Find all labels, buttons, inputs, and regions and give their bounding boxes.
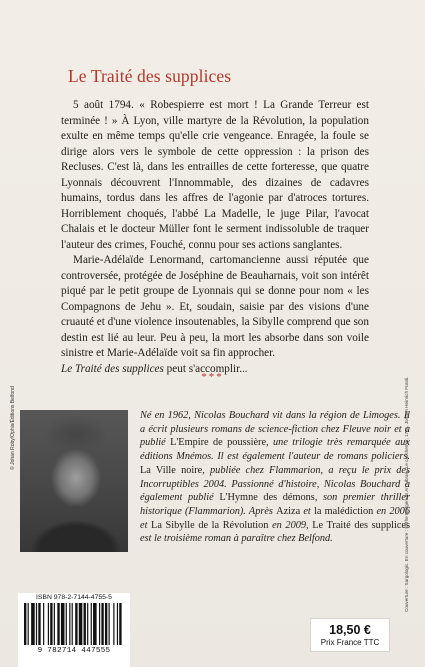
bio-part: et <box>300 505 314 517</box>
cover-credit: Couverture : Sargologic. En couverture : © The Bridgeman Art Library. Le cauchemar, 1781, Johann Heinrich Füssli. <box>404 376 409 612</box>
bio-part: , publiée chez Flammarion, a reçu le prix des Incorruptibles 2004. Passionné d'histoire, Nicolas Bouchard a également publié <box>140 464 410 504</box>
blurb-text <box>61 98 369 377</box>
section-separator: *** <box>201 371 224 383</box>
price: 18,50 € <box>329 623 371 637</box>
author-photo <box>20 410 128 552</box>
blurb-paragraph-2: Marie-Adélaïde Lenormand, cartomancienne aussi réputée que controversée, protégée de Joséphine de Beauharnais, voit son intérêt piqué par le petit groupe de Lyonnais qui se donne pour nom « les Compagnons de Jehu ». Et, soudain, saisie par des visions d'une cruauté et d'une violence insoutenables, la Sibylle comprend que son destin est lié au leur. Peu à peu, la mort les absorbe dans son voile sinistre et Marie-Adélaïde voit sa fin approcher. <box>61 254 369 359</box>
blurb-ending: peut s'accomplir... <box>163 362 248 375</box>
photo-credit: © Johan Roby/Ophis/Éditions Belfond <box>10 386 16 470</box>
price-box <box>310 618 390 652</box>
bio-part: en 2006 et <box>140 505 410 531</box>
bio-work: La Ville noire <box>140 464 203 476</box>
ean-digits: 9 782714 447555 <box>37 647 111 655</box>
price-note: Prix France TTC <box>320 638 380 647</box>
blurb-title-ref: Le Traité des supplices <box>61 362 164 375</box>
bio-part: , une trilogie très remarquée aux éditions Mnémos. Il est également l'auteur de romans policiers. <box>140 437 411 463</box>
author-bio <box>140 409 410 546</box>
bio-work: La Sibylle de la Révolution <box>151 519 269 531</box>
bio-part: en 2009, <box>268 519 313 531</box>
bio-work: Aziza <box>276 505 301 517</box>
book-title: Le Traité des supplices <box>68 66 232 86</box>
bio-part: Né en 1962, Nicolas Bouchard vit dans la région de Limoges. Il a écrit plusieurs romans de science-fiction chez Fleuve noir et a publié <box>140 410 410 449</box>
bio-work: L'Empire de poussière <box>170 437 267 449</box>
barcode-icon <box>24 603 124 645</box>
isbn-text: ISBN 978-2-7144-4755-5 <box>36 594 112 601</box>
bio-part: , son premier thriller historique (Flammarion). Après <box>140 492 410 517</box>
bio-work: L'Hymne des démons <box>219 492 315 504</box>
bio-work: Le Traité des supplices <box>312 519 410 531</box>
blurb-paragraph-1: 5 août 1794. « Robespierre est mort ! La Grande Terreur est terminée ! » À Lyon, ville martyre de la Révolution, la population exulte en même temps qu'elle crie vengeance. Enragée, la foule se dirige alors vers le symbole de cette oppression : la prison des Recluses. C'est là, dans les entrailles de cette forteresse, que quatre Lyonnais découvrent l'Innommable, des dizaines de cadavres humains, tordus dans les affres de l'agonie par d'atroces tortures. Horriblement choqués, l'abbé La Madelle, le juge Pilar, l'avocat Chalais et le docteur Müller font le serment indissoluble de traquer l'auteur des crimes, Fouché, connu pour ses actions sanglantes. <box>61 99 369 251</box>
bio-work: la malédiction <box>314 505 374 517</box>
bio-part: est le troisième roman à paraître chez Belfond. <box>140 533 333 545</box>
barcode-block <box>18 593 130 667</box>
